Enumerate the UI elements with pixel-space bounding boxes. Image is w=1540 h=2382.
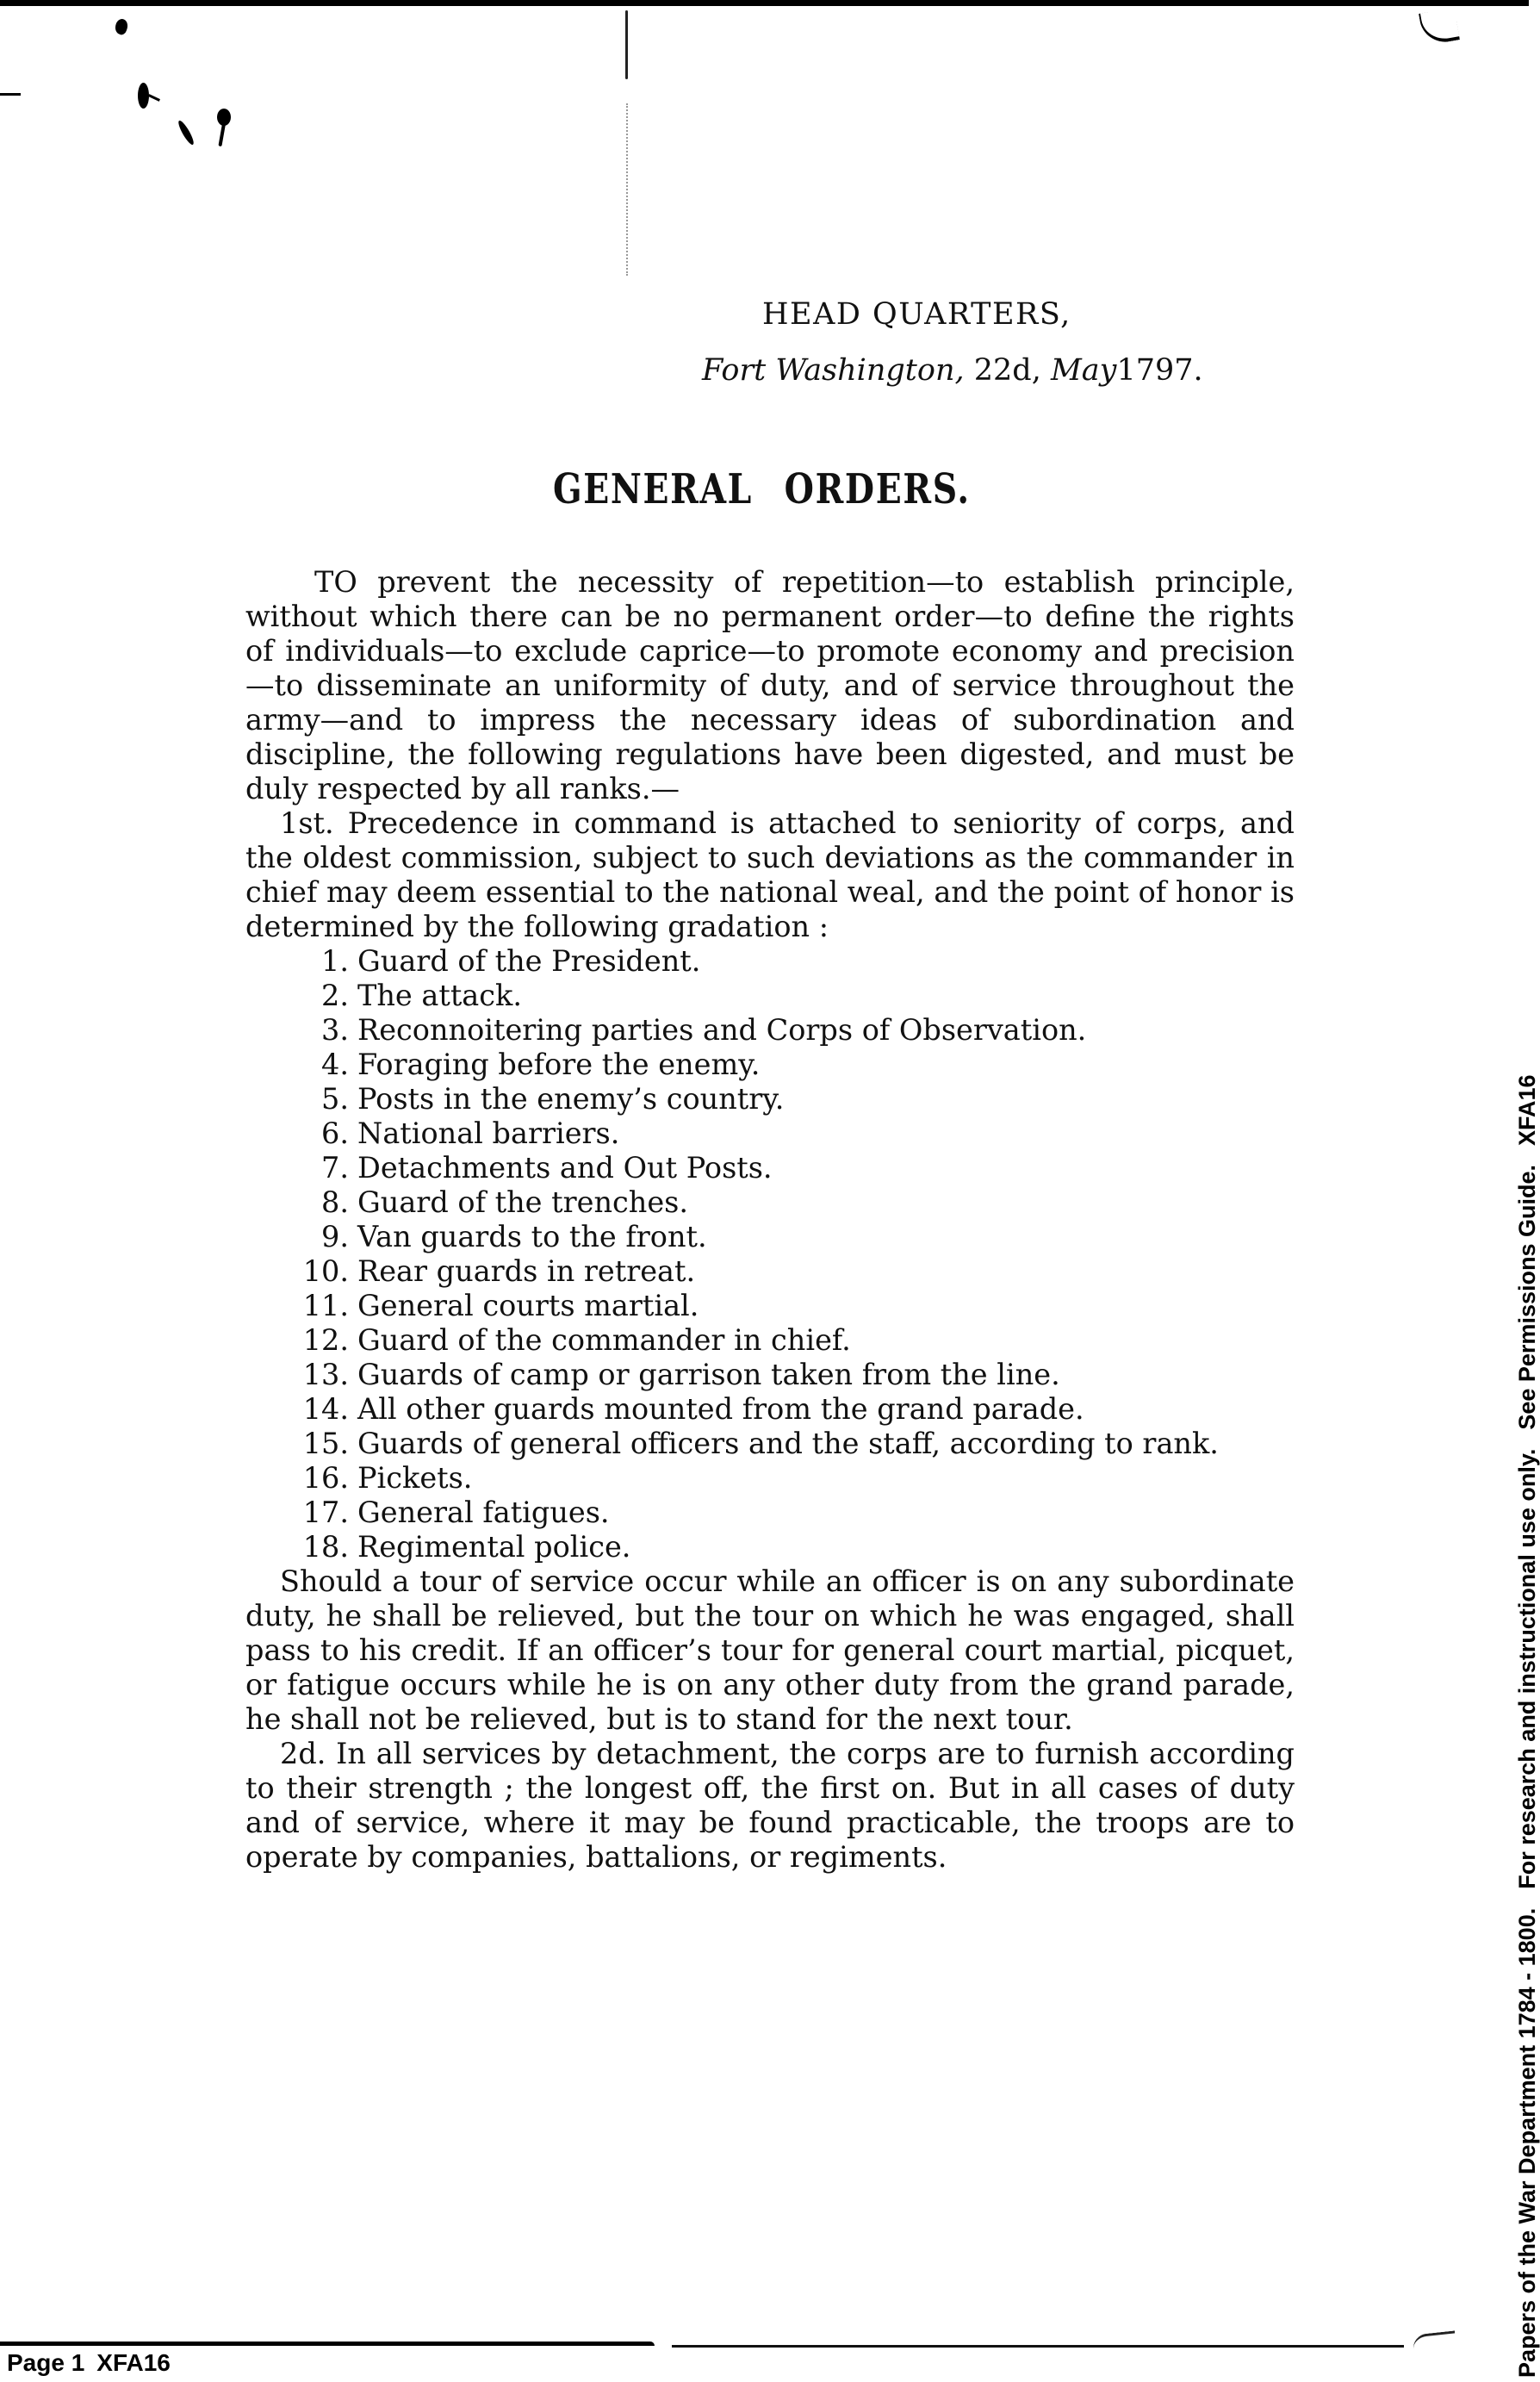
- footer-page-label: Page 1: [7, 2349, 85, 2376]
- gradation-item: [245, 1220, 1295, 1254]
- scan-fold-dots: [626, 103, 630, 276]
- gradation-item: [245, 1461, 1295, 1496]
- article-1-followup-paragraph: Should a tour of service occur while an officer is on any subordinate duty, he shall be relieved, but the tour on which he was engaged, shall pass to his credit. If an officer’s tour for general court martial, picquet, or fatigue occurs while he is on any other duty from the grand parade, he shall not be relieved, but is to stand for the next tour.: [245, 1564, 1295, 1736]
- gradation-item: [245, 944, 1295, 979]
- gradation-number: 3.: [321, 1013, 349, 1047]
- gradation-text: Foraging before the enemy.: [357, 1048, 761, 1081]
- gradation-text: National barriers.: [357, 1116, 620, 1150]
- gradation-number: 13.: [302, 1358, 349, 1391]
- gradation-number: 10.: [302, 1254, 349, 1288]
- page-footer: [7, 2349, 171, 2377]
- article-2-paragraph: 2d. In all services by detachment, the corps are to furnish according to their strength ; the longest off, the first on. But in all cases of duty and of service, where it may be found practicable, the troops are to operate by companies, battalions, or regiments.: [245, 1737, 1295, 1874]
- gradation-item: [245, 1392, 1295, 1427]
- gradation-text: Guard of the trenches.: [357, 1185, 689, 1219]
- gradation-item: [245, 1082, 1295, 1116]
- gradation-number: 17.: [302, 1496, 349, 1529]
- gradation-text: General courts martial.: [357, 1289, 699, 1322]
- gradation-item: [245, 1496, 1295, 1530]
- gradation-number: 15.: [302, 1427, 349, 1460]
- gradation-number: 1.: [321, 944, 349, 978]
- dateline-day: 22d,: [973, 353, 1041, 388]
- document-body: [245, 565, 1295, 1875]
- gradation-text: Rear guards in retreat.: [357, 1254, 696, 1288]
- watermark-usage: For research and instructional use only.: [1514, 1448, 1540, 1889]
- watermark-doc-id: XFA16: [1514, 1074, 1540, 1146]
- gradation-item: [245, 1151, 1295, 1185]
- page-title: GENERAL ORDERS.: [553, 465, 971, 513]
- gradation-number: 14.: [302, 1392, 349, 1426]
- scan-top-border: [0, 0, 1529, 6]
- gradation-item: [245, 1013, 1295, 1048]
- gradation-number: 8.: [321, 1185, 349, 1219]
- dateline-year: 1797.: [1116, 353, 1203, 388]
- article-1-paragraph: 1st. Precedence in command is attached to seniority of corps, and the oldest commission, subject to such deviations as the commander in chief may deem essential to the national weal, and the point of honor is determined by the following gradation :: [245, 806, 1295, 943]
- gradation-text: General fatigues.: [357, 1496, 610, 1529]
- gradation-text: All other guards mounted from the grand parade.: [357, 1392, 1084, 1426]
- gradation-item: [245, 1530, 1295, 1564]
- gradation-number: 11.: [302, 1289, 349, 1322]
- gradation-number: 5.: [321, 1082, 349, 1116]
- ink-blot: [148, 94, 160, 102]
- gradation-text: The attack.: [357, 979, 522, 1012]
- gradation-text: Guards of general officers and the staff, according to rank.: [357, 1427, 1219, 1460]
- gradation-item: [245, 1358, 1295, 1392]
- gradation-text: Regimental police.: [357, 1530, 631, 1564]
- head-quarters-heading: HEAD QUARTERS,: [762, 297, 1071, 332]
- gradation-number: 2.: [321, 979, 349, 1012]
- gradation-text: Posts in the enemy’s country.: [357, 1082, 785, 1116]
- gradation-item: [245, 1116, 1295, 1151]
- scan-fold-mark: [625, 10, 628, 79]
- gradation-text: Guards of camp or garrison taken from the line.: [357, 1358, 1060, 1391]
- ink-blot: [0, 93, 21, 96]
- scan-corner-curl: [1412, 2330, 1456, 2349]
- gradation-number: 4.: [321, 1048, 349, 1081]
- gradation-item: [245, 1323, 1295, 1358]
- dateline: [702, 353, 1203, 388]
- gradation-list: [245, 944, 1295, 1564]
- gradation-item: [245, 1254, 1295, 1289]
- archive-watermark: [1516, 1051, 1539, 2378]
- gradation-number: 12.: [302, 1323, 349, 1357]
- gradation-number: 7.: [321, 1151, 349, 1185]
- gradation-text: Detachments and Out Posts.: [357, 1151, 773, 1185]
- gradation-item: [245, 1289, 1295, 1323]
- gradation-number: 9.: [321, 1220, 349, 1253]
- ink-blot: [113, 17, 129, 36]
- gradation-text: Guard of the President.: [357, 944, 701, 978]
- gradation-item: [245, 1048, 1295, 1082]
- gradation-text: Guard of the commander in chief.: [357, 1323, 851, 1357]
- gradation-number: 16.: [302, 1461, 349, 1495]
- preamble-paragraph: TO prevent the necessity of repetition—to establish principle, without which there can be no permanent order—to define the rights of individuals—to exclude caprice—to promote economy and precision—to disseminate an uniformity of duty, and of service throughout the army—and to impress the necessary ideas of subordination and discipline, the following regulations have been digested, and must be duly respected by all ranks.—: [245, 565, 1295, 805]
- footer-doc-id: XFA16: [96, 2349, 171, 2376]
- gradation-text: Van guards to the front.: [357, 1220, 707, 1253]
- dateline-month: May: [1050, 353, 1117, 388]
- scan-corner-curl: [1419, 8, 1460, 47]
- watermark-permissions: See Permissions Guide.: [1514, 1165, 1540, 1430]
- gradation-text: Reconnoitering parties and Corps of Observation.: [357, 1013, 1087, 1047]
- dateline-place: Fort Washington,: [702, 353, 965, 388]
- gradation-item: [245, 1427, 1295, 1461]
- scan-bottom-border: [672, 2345, 1404, 2348]
- gradation-number: 18.: [302, 1530, 349, 1564]
- gradation-item: [245, 979, 1295, 1013]
- gradation-item: [245, 1185, 1295, 1220]
- gradation-text: Pickets.: [357, 1461, 473, 1495]
- watermark-collection: Papers of the War Department 1784 - 1800.: [1514, 1907, 1540, 2378]
- gradation-number: 6.: [321, 1116, 349, 1150]
- scan-bottom-border: [0, 2342, 655, 2346]
- ink-blot: [177, 119, 196, 146]
